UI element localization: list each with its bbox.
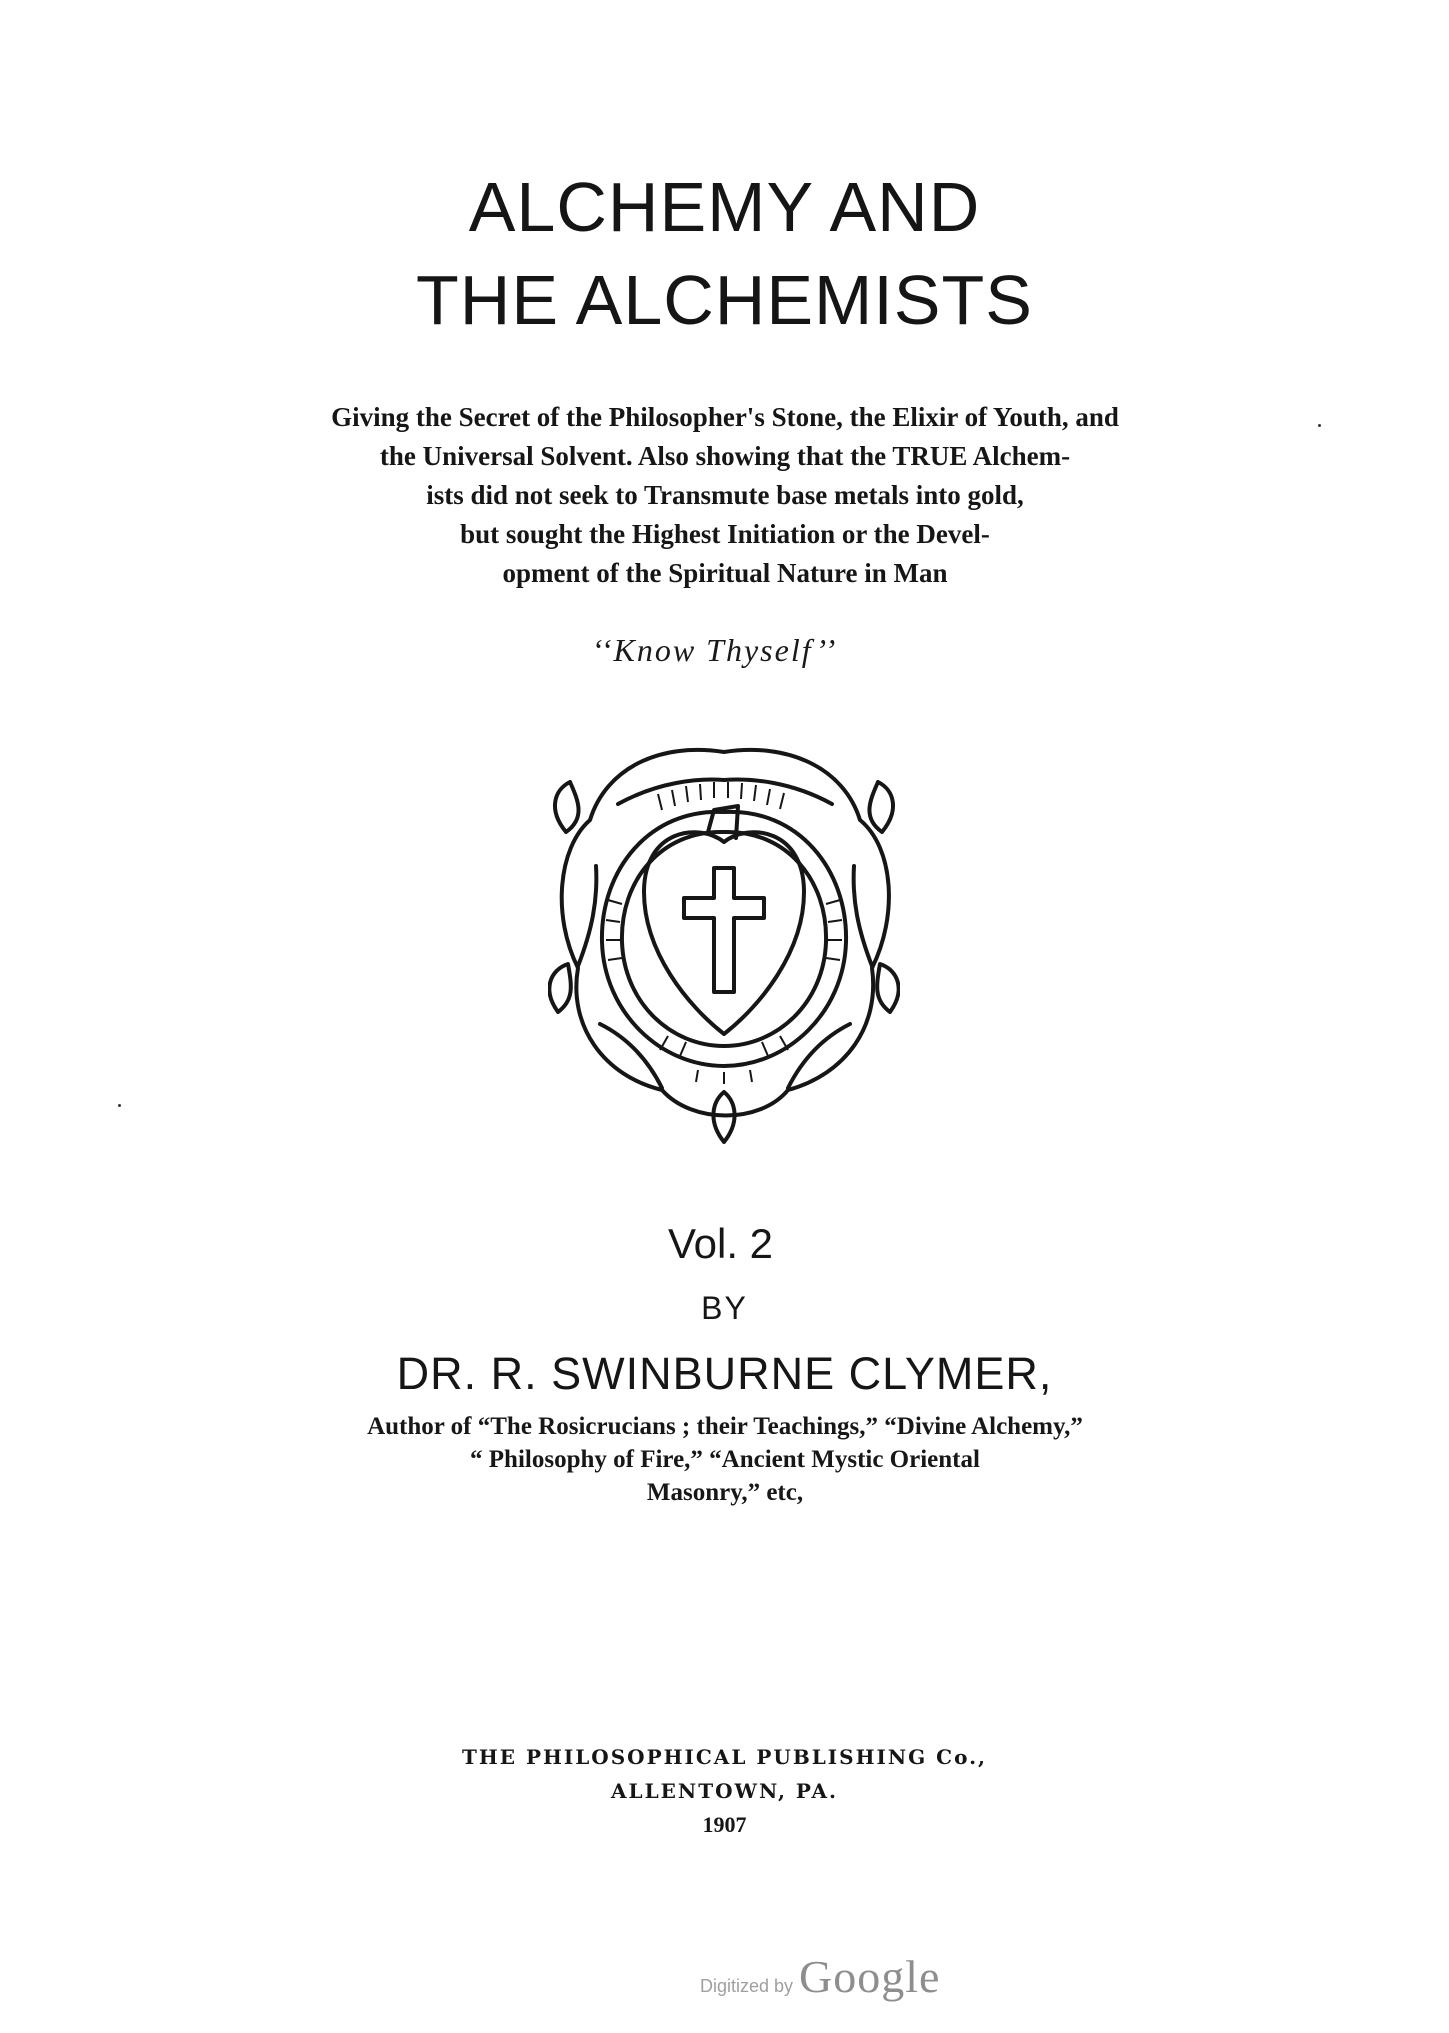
- by-label: BY: [701, 1290, 748, 1326]
- subtitle-line: opment of the Spiritual Nature in Man: [502, 558, 948, 588]
- digitized-watermark: [700, 1950, 940, 2000]
- publication-year: 1907: [702, 1812, 747, 1837]
- subtitle-line: ists did not seek to Transmute base metals into gold,: [426, 480, 1024, 510]
- book-title: [0, 168, 1449, 246]
- credits-line: Author of “The Rosicrucians ; their Teachings,” “Divine Alchemy,”: [367, 1413, 1083, 1440]
- publisher-name: THE PHILOSOPHICAL PUBLISHING Co.,: [461, 1745, 988, 1769]
- title-line-1: ALCHEMY AND: [468, 168, 981, 246]
- publisher-city: ALLENTOWN, PA.: [611, 1779, 838, 1803]
- book-title-2: [0, 261, 1449, 339]
- subtitle: [200, 398, 1250, 593]
- volume-number: Vol. 2: [667, 1220, 774, 1267]
- google-logo: Google: [799, 1951, 941, 2002]
- credits-line: Masonry,” etc,: [646, 1479, 804, 1506]
- motto-block: [0, 632, 1439, 669]
- scan-speck: [1318, 424, 1321, 427]
- motto: ‘‘Know Thyself’’: [591, 632, 838, 668]
- volume-block: [0, 1220, 1445, 1268]
- scan-speck: [118, 1104, 121, 1107]
- watermark-prefix: Digitized by: [700, 1976, 794, 1996]
- credits-line: “ Philosophy of Fire,” “Ancient Mystic Oriental: [470, 1446, 980, 1473]
- subtitle-line: Giving the Secret of the Philosopher's Stone, the Elixir of Youth, and: [331, 402, 1119, 432]
- rose-cross-icon: [548, 720, 900, 1200]
- by-block: [0, 1290, 1449, 1327]
- publisher-block: [0, 1740, 1449, 1838]
- subtitle-line: but sought the Highest Initiation or the Devel-: [460, 519, 990, 549]
- title-line-2: THE ALCHEMISTS: [416, 261, 1033, 339]
- subtitle-line: the Universal Solvent. Also showing that the TRUE Alchem-: [379, 441, 1071, 471]
- author-credits: [200, 1410, 1250, 1509]
- author-block: [0, 1348, 1449, 1400]
- author-name: DR. R. SWINBURNE CLYMER,: [396, 1348, 1053, 1399]
